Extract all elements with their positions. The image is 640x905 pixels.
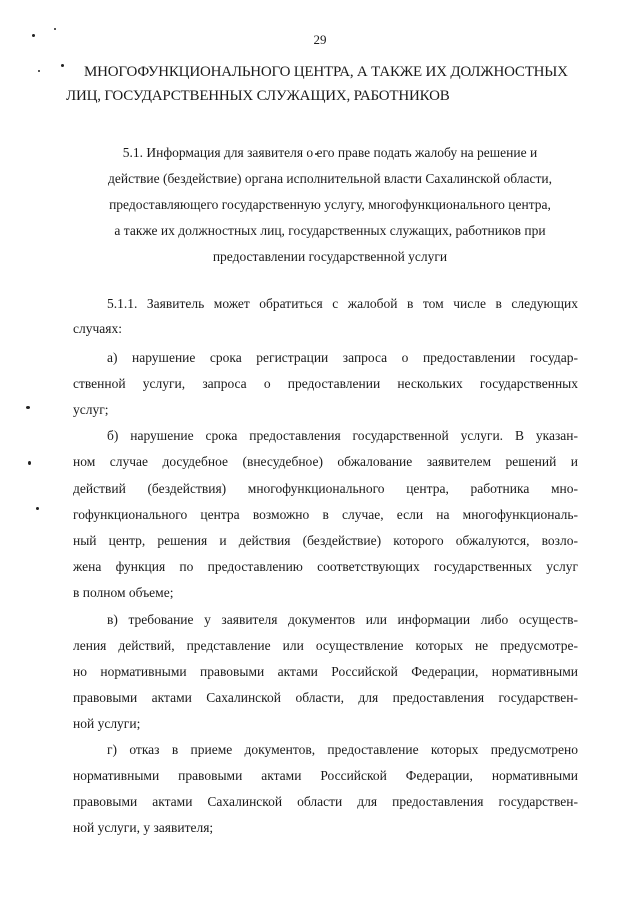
body-line: б) нарушение срока предоставления государственной услуги. В указан-	[107, 428, 578, 443]
section-title-line: предоставляющего государственную услугу, многофункционального центра,	[109, 197, 551, 212]
section-title-line: действие (бездействие) органа исполнительной власти Сахалинской области,	[108, 171, 552, 186]
body-line: ления действий, представление или осуществление которых не предусмотре-	[73, 638, 578, 653]
body-line: ственной услуги, запроса о предоставлении нескольких государственных	[73, 376, 578, 391]
body-line: услуг;	[73, 402, 109, 417]
body-line: правовыми актами Сахалинской области, для предоставления государствен-	[73, 690, 578, 705]
body-line: в полном объеме;	[73, 585, 174, 600]
body-line: г) отказ в приеме документов, предоставление которых предусмотрено	[107, 742, 578, 757]
body-line: но нормативными правовыми актами Российской Федерации, нормативными	[73, 664, 578, 679]
body-line: а) нарушение срока регистрации запроса о предоставлении государ-	[107, 350, 578, 365]
body-line: ном случае досудебное (внесудебное) обжалование заявителем решений и	[73, 454, 578, 469]
page-number: 29	[313, 32, 327, 47]
body-line: 5.1.1. Заявитель может обратиться с жалобой в том числе в следующих	[107, 296, 578, 311]
body-line: гофункционального центра возможно в случае, если на многофункциональ-	[73, 507, 578, 522]
body-line: жена функция по предоставлению соответствующих государственных услуг	[73, 559, 578, 574]
body-line: ной услуги, у заявителя;	[73, 820, 214, 835]
section-title-line: предоставлении государственной услуги	[212, 249, 448, 264]
section-5-1-title	[60, 140, 600, 270]
body-line: правовыми актами Сахалинской области для предоставления государствен-	[73, 794, 578, 809]
body-line: ный центр, решения и действия (бездействие) которого обжалуются, возло-	[73, 533, 578, 548]
body-line: ной услуги;	[73, 716, 141, 731]
heading-line-1: МНОГОФУНКЦИОНАЛЬНОГО ЦЕНТРА, А ТАКЖЕ ИХ ДОЛЖНОСТНЫХ	[84, 64, 568, 80]
section-title-line: 5.1. Информация для заявителя о его праве подать жалобу на решение и	[122, 145, 538, 160]
body-line: действий (бездействия) многофункционального центра, работника мно-	[73, 481, 578, 496]
heading-line-2: ЛИЦ, ГОСУДАРСТВЕННЫХ СЛУЖАЩИХ, РАБОТНИКОВ	[66, 88, 450, 104]
body-line: нормативными правовыми актами Российской Федерации, нормативными	[73, 768, 578, 783]
body-line: случаях:	[73, 321, 122, 336]
section-title-line: а также их должностных лиц, государственных служащих, работников при	[114, 223, 546, 238]
body-line: в) требование у заявителя документов или информации либо осуществ-	[107, 612, 578, 627]
